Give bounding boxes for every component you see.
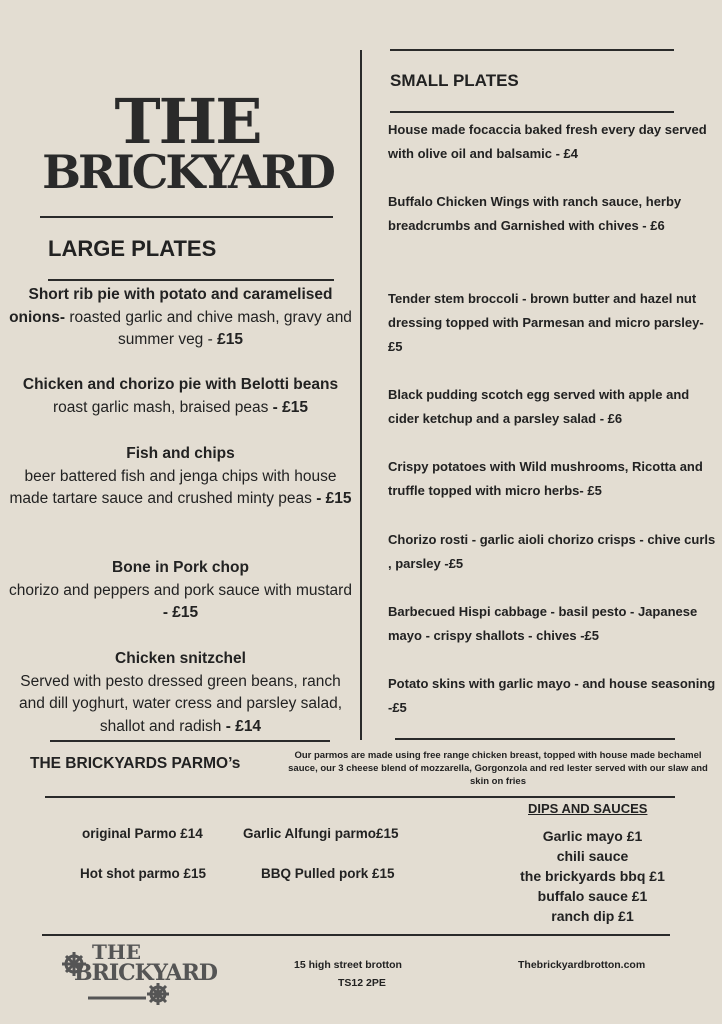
small-plate-item: Barbecued Hispi cabbage - basil pesto - Japanese mayo - crispy shallots - chives -£5 <box>388 604 698 643</box>
website: Thebrickyardbrotton.com <box>518 959 646 971</box>
dip-item: buffalo sauce £1 <box>537 888 648 904</box>
small-plate-item: Black pudding scotch egg served with apple and cider ketchup and a parsley salad - £6 <box>388 387 690 426</box>
divider <box>390 111 674 113</box>
small-plate-item: Potato skins with garlic mayo - and house seasoning -£5 <box>388 676 716 715</box>
address-line2: TS12 2PE <box>338 977 386 989</box>
item-price: £15 <box>217 331 243 348</box>
dips-title: DIPS AND SAUCES <box>528 801 648 816</box>
dip-item: the brickyards bbq £1 <box>520 868 665 884</box>
logo-text-line1: THE <box>92 940 142 964</box>
divider <box>395 738 675 740</box>
small-plate-item: Tender stem broccoli - brown butter and hazel nut dressing topped with Parmesan and micro parsley-£5 <box>388 291 704 354</box>
item-desc: roast garlic mash, braised peas <box>52 398 269 416</box>
small-plate-item: Buffalo Chicken Wings with ranch sauce, herby breadcrumbs and Garnished with chives - £6 <box>388 194 682 233</box>
item-price: - £14 <box>221 717 262 735</box>
brand-title-line2: BRICKYARD <box>42 145 333 199</box>
small-plates-title: SMALL PLATES <box>390 71 519 90</box>
parmos-note: Our parmos are made using free range chicken breast, topped with house made bechamel sauce, our 3 cheese blend of mozzarella, Gorgonzola and red lester served with our slaw and skin on fries <box>288 750 708 787</box>
logo-text-line2: BRICKYARD <box>74 960 217 986</box>
item-price: - £15 <box>268 398 309 416</box>
item-name: Bone in Pork chop <box>112 559 249 576</box>
address-line1: 15 high street brotton <box>294 959 402 971</box>
brand-title-line1: THE <box>114 85 261 158</box>
small-plate-item: Chorizo rosti - garlic aioli chorizo crisps - chive curls , parsley -£5 <box>388 532 716 571</box>
large-plate-item <box>8 557 353 625</box>
large-plate-item <box>8 284 353 352</box>
dip-item: ranch dip £1 <box>551 908 634 924</box>
item-price: - £15 <box>311 490 352 507</box>
small-plate-item: Crispy potatoes with Wild mushrooms, Ricotta and truffle topped with micro herbs- £5 <box>388 459 703 498</box>
large-plate-item <box>8 648 353 738</box>
item-name: Chicken and chorizo pie with Belotti beans <box>22 376 339 393</box>
item-desc: roasted garlic and chive mash, gravy and summer veg - <box>65 308 352 348</box>
item-desc: Served with pesto dressed green beans, ranch and dill yoghurt, water cress and parsley salad, shallot and radish <box>18 672 343 735</box>
parmo-item: original Parmo £14 <box>82 826 203 841</box>
divider <box>390 49 674 51</box>
small-plate-item: House made focaccia baked fresh every day served with olive oil and balsamic - £4 <box>388 122 707 161</box>
dip-item: Garlic mayo £1 <box>542 828 643 844</box>
divider <box>50 740 330 742</box>
column-divider <box>360 50 362 740</box>
large-plate-item <box>8 374 353 419</box>
item-name: Short rib pie with potato and caramelised onions- <box>9 286 333 326</box>
divider <box>48 279 334 281</box>
parmo-item: Garlic Alfungi parmo£15 <box>243 826 399 841</box>
parmo-item: BBQ Pulled pork £15 <box>261 866 395 881</box>
parmos-title: THE BRICKYARDS PARMO’s <box>30 755 241 772</box>
footer-logo <box>58 940 217 1010</box>
parmo-item: Hot shot parmo £15 <box>80 866 207 881</box>
dip-item: chili sauce <box>556 848 629 864</box>
divider <box>45 796 675 798</box>
large-plates-title: LARGE PLATES <box>48 236 217 261</box>
divider <box>40 216 333 218</box>
item-price: - £15 <box>162 604 199 621</box>
large-plate-item <box>8 443 353 511</box>
divider <box>42 934 670 936</box>
item-name: Chicken snitzchel <box>115 650 246 667</box>
item-desc: chorizo and peppers and pork sauce with mustard <box>9 581 352 599</box>
item-name: Fish and chips <box>126 445 235 462</box>
dips-list <box>495 826 690 926</box>
item-desc: beer battered fish and jenga chips with house made tartare sauce and crushed minty peas <box>9 467 337 507</box>
